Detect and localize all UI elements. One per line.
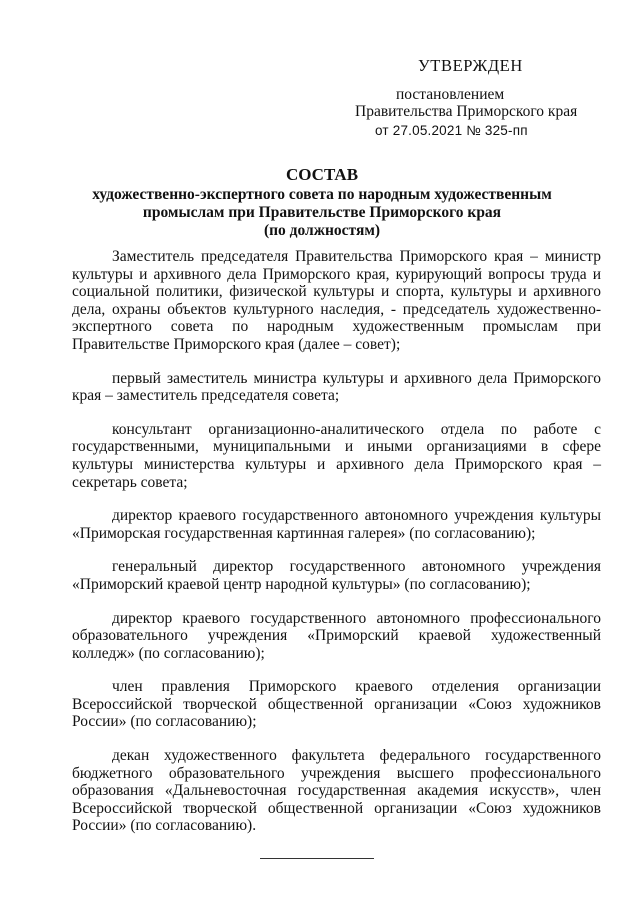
title-line-1: художественно-экспертного совета по народным художественным — [92, 186, 552, 203]
member-paragraph: первый заместитель министра культуры и архивного дела Приморского края – заместитель председателя совета; — [72, 369, 601, 405]
title-line-2: промыслам при Правительстве Приморского края — [142, 204, 502, 221]
title-line-3: (по должностям) — [263, 222, 381, 239]
title-main: СОСТАВ — [285, 165, 359, 184]
end-divider — [260, 858, 374, 859]
member-paragraph: консультант организационно-аналитического отдела по работе с государственными, муниципальными и иными организациями в сфере культуры министерства культуры и архивного дела Приморского края – секретарь совета; — [72, 420, 601, 491]
member-paragraph: декан художественного факультета федерального государственного бюджетного образовательного учреждения высшего профессионального образования «Дальневосточная государственная академия искусств», член Всероссийской творческой общественной организации «Союз художников России» (по согласованию). — [72, 747, 601, 835]
approval-line-date-number: от 27.05.2021 № 325-пп — [375, 123, 528, 138]
member-paragraph: директор краевого государственного автономного учреждения культуры «Приморская государственная картинная галерея» (по согласованию); — [72, 507, 601, 542]
document-title — [72, 166, 572, 240]
member-paragraph: директор краевого государственного автономного профессионального образовательного учреждения «Приморский краевой художественный колледж» (по согласованию); — [72, 609, 601, 662]
approval-heading: УТВЕРЖДЕН — [418, 56, 523, 75]
member-paragraph: генеральный директор государственного автономного учреждения «Приморский краевой центр народной культуры» (по согласованию); — [72, 558, 601, 593]
member-paragraph: Заместитель председателя Правительства Приморского края – министр культуры и архивного дела Приморского края, курирующий вопросы труда и социальной политики, физической культуры и спорта, культуры и архивного дела, охраны объектов культурного наследия, - председатель художественно-экспертного совета по народным художественным промыслам при Правительстве Приморского края (далее – совет); — [72, 248, 601, 353]
members-list — [72, 248, 601, 851]
member-paragraph: член правления Приморского краевого отделения организации Всероссийской творческой общественной организации «Союз художников России» (по согласованию); — [72, 678, 601, 731]
approval-line-resolution: постановлением — [396, 86, 505, 103]
approval-line-government: Правительства Приморского края — [355, 103, 578, 120]
